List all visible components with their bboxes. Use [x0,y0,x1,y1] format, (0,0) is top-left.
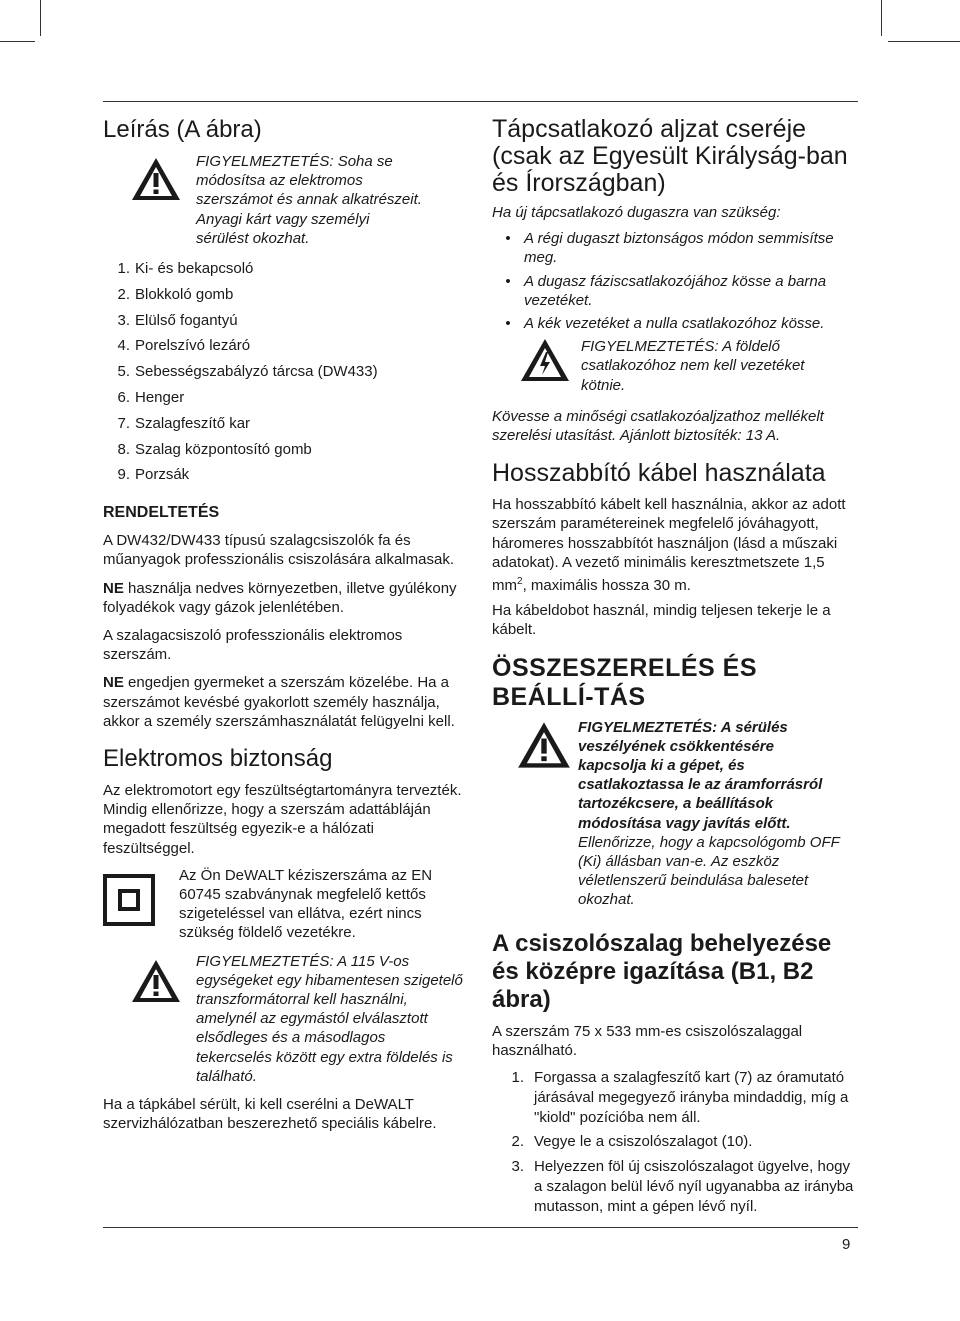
right-column [492,116,860,1222]
bullet: • [505,315,511,333]
emphasis: NE [103,674,124,692]
double-insulation-icon [103,874,155,926]
item-text: A dugasz fáziscsatlakozójához kösse a barna vezetéket. [524,272,827,309]
plug-intro: Ha új tápcsatlakozó dugaszra van szükség: [492,204,781,221]
warning-label: FIGYELMEZTETÉS: A sérülés veszélyének csökkentésére kapcsolja ki a gépet, és csatlakoztassa le az áramforrásról tartozékcsere, a beállítások módosítása vagy javítás előtt. [578,718,823,832]
paragraph-text: Ha hosszabbító kábelt kell használnia, akkor az adott szerszám paramétereinek megfelelő jóváhagyott, háromeres hosszabbítót használjon (lásd a műszaki adatokat). A vezető minimális keresztmetszete 1,5 mm [492,496,846,595]
list-item [492,229,860,267]
item-label: Henger [135,389,185,406]
double-insulation-text: Az Ön DeWALT kéziszerszáma az EN 60745 szabványnak megfelelő kettős szigeteléssel van ellátva, ezért nincs szükség földelő vezetékre. [179,866,433,942]
crop-mark [40,0,41,36]
intended-use-heading: RENDELTETÉS [103,504,220,522]
plug-note: Kövesse a minőségi csatlakozóaljzathoz mellékelt szerelési utasítást. Ajánlott biztosíték: 13 A. [492,407,824,445]
warning-earth [492,337,860,395]
warning-label: FIGYELMEZTETÉS: [196,153,334,170]
warning-triangle-icon [130,958,182,1004]
item-label: Elülső fogantyú [135,311,238,329]
left-column [103,116,465,1133]
item-number: 3. [117,311,130,329]
parts-list [103,256,465,488]
item-text: A régi dugaszt biztonságos módon semmisítse meg. [524,230,834,267]
bullet: • [505,230,511,248]
extension-cable-paragraph [492,495,860,595]
item-text: Forgassa a szalagfeszítő kart (7) az óramutató járásával megegyező irányba mindaddig, míg a "kiold" pozícióba nem áll. [534,1069,849,1126]
list-item [103,462,465,488]
item-label: Blokkoló gomb [135,285,234,303]
list-item [103,437,465,463]
list-item [103,308,465,334]
belt-intro: A szerszám 75 x 533 mm-es csiszolószalaggal használható. [492,1022,803,1059]
extension-cable-title: Hosszabbító kábel használata [492,459,826,488]
bullet: • [505,272,511,290]
electric-hazard-icon [519,337,571,383]
warning-text [578,718,843,910]
electrical-safety-title: Elektromos biztonság [103,745,333,773]
item-label: Ki- és bekapcsoló [135,260,254,278]
emphasis: NE [103,579,124,597]
warning-text [581,337,841,395]
item-number: 6. [117,389,130,406]
item-label: Szalag központosító gomb [135,440,312,458]
item-text: A kék vezetéket a nulla csatlakozóhoz kösse. [524,315,825,333]
professional-tool-paragraph: A szalagacsiszoló professzionális elektromos szerszám. [103,627,403,664]
plug-title: Tápcsatlakozó aljzat cseréje (csak az Egyesült Királyság-ban és Írországban) [492,115,848,197]
item-label: Sebességszabályzó tárcsa (DW433) [135,363,378,381]
paragraph-text: , maximális hossza 30 m. [522,577,691,595]
list-item [103,333,465,359]
superscript: 2 [517,576,523,588]
list-item [103,359,465,385]
plug-bullets [492,229,860,333]
page-number: 9 [842,1236,851,1253]
warning-triangle-icon [130,156,182,202]
paragraph-text: engedjen gyermeket a szerszám közelébe. Ha a szerszámot kevésbé gyakorlott személy használja, akkor a személy szerszámhasználatát felügyelni kell. [103,674,455,730]
warning-body: Soha se módosítsa az elektromos szerszámot és annak alkatrészeit. Anyagi kárt vagy személyi sérülést okozhat. [196,153,422,247]
assembly-title: ÖSSZESZERELÉS ÉS BEÁLLÍ-TÁS [492,653,758,711]
list-item [103,256,465,282]
belt-title: A csiszolószalag behelyezése és középre igazítása (B1, B2 ábra) [492,929,832,1013]
belt-steps [492,1068,860,1217]
cable-paragraph: Ha a tápkábel sérült, ki kell cserélni a DeWALT szervizhálózatban beszerezhető speciális kábelre. [103,1096,437,1133]
item-number: 1. [117,260,130,278]
item-text: Vegye le a csiszolószalagot (10). [534,1133,753,1151]
list-item [492,272,860,310]
crop-mark [881,0,882,36]
electrical-safety-paragraph: Az elektromotort egy feszültségtartományra tervezték. Mindig ellenőrizze, hogy a szerszám adattábláján megadott feszültség egyezik-e a hálózati feszültséggel. [103,782,462,857]
item-label: Porzsák [135,466,190,484]
warning-triangle-icon [516,720,572,770]
item-number: 2. [117,285,130,303]
list-item [103,282,465,308]
item-number: 3. [511,1158,524,1176]
item-number: 8. [117,440,130,458]
list-item [492,1157,860,1216]
list-item [492,1068,860,1127]
list-item [492,1132,860,1152]
description-title: Leírás (A ábra) [103,116,262,143]
list-item [492,314,860,333]
item-number: 7. [117,414,130,432]
warning-body: A földelő csatlakozóhoz nem kell vezetéket kötnie. [581,338,805,394]
wet-environment-paragraph [103,579,465,617]
item-number: 9. [117,466,130,484]
list-item [103,385,465,411]
footer-rule [103,1227,858,1228]
item-text: Helyezzen föl új csiszolószalagot ügyelve, hogy a szalagon belül lévő nyíl ugyanabba az irányba mutasson, mint a gépen lévő nyíl. [534,1158,854,1215]
cable-drum-paragraph: Ha kábeldobot használ, mindig teljesen tekerje le a kábelt. [492,602,831,639]
intended-use-paragraph: A DW432/DW433 típusú szalagcsiszolók fa és műanyagok professzionális csiszolására alkalmasak. [103,532,454,569]
warning-body: A 115 V-os egységeket egy hibamentesen szigetelő transzformátorral kell használni, amelynél az egymástól elválasztott elsődleges és a másodlagos tekercselés között egy extra földelés is található. [196,952,463,1085]
children-paragraph [103,673,465,731]
item-number: 2. [511,1133,524,1151]
header-rule [103,101,858,102]
warning-body: Ellenőrizze, hogy a kapcsológomb OFF (Ki) állásban van-e. Az eszköz véletlenszerű beindulása balesetet okozhat. [578,833,840,909]
paragraph-text: használja nedves környezetben, illetve gyúlékony folyadékok vagy gázok jelenlétében. [103,579,457,616]
warning-modify [103,152,465,248]
warning-text [196,152,426,248]
warning-label: FIGYELMEZTETÉS: [196,952,334,970]
warning-115v [103,952,465,1086]
crop-mark [0,41,35,42]
item-label: Porelszívó lezáró [135,337,251,355]
item-number: 1. [511,1069,524,1087]
warning-label: FIGYELMEZTETÉS: [581,338,719,356]
item-number: 5. [117,363,130,381]
warning-assembly [492,718,860,910]
warning-text [196,952,465,1086]
item-label: Szalagfeszítő kar [135,414,251,432]
crop-mark [888,41,960,42]
list-item [103,411,465,437]
item-number: 4. [117,337,130,355]
double-insulation-block [103,866,465,943]
